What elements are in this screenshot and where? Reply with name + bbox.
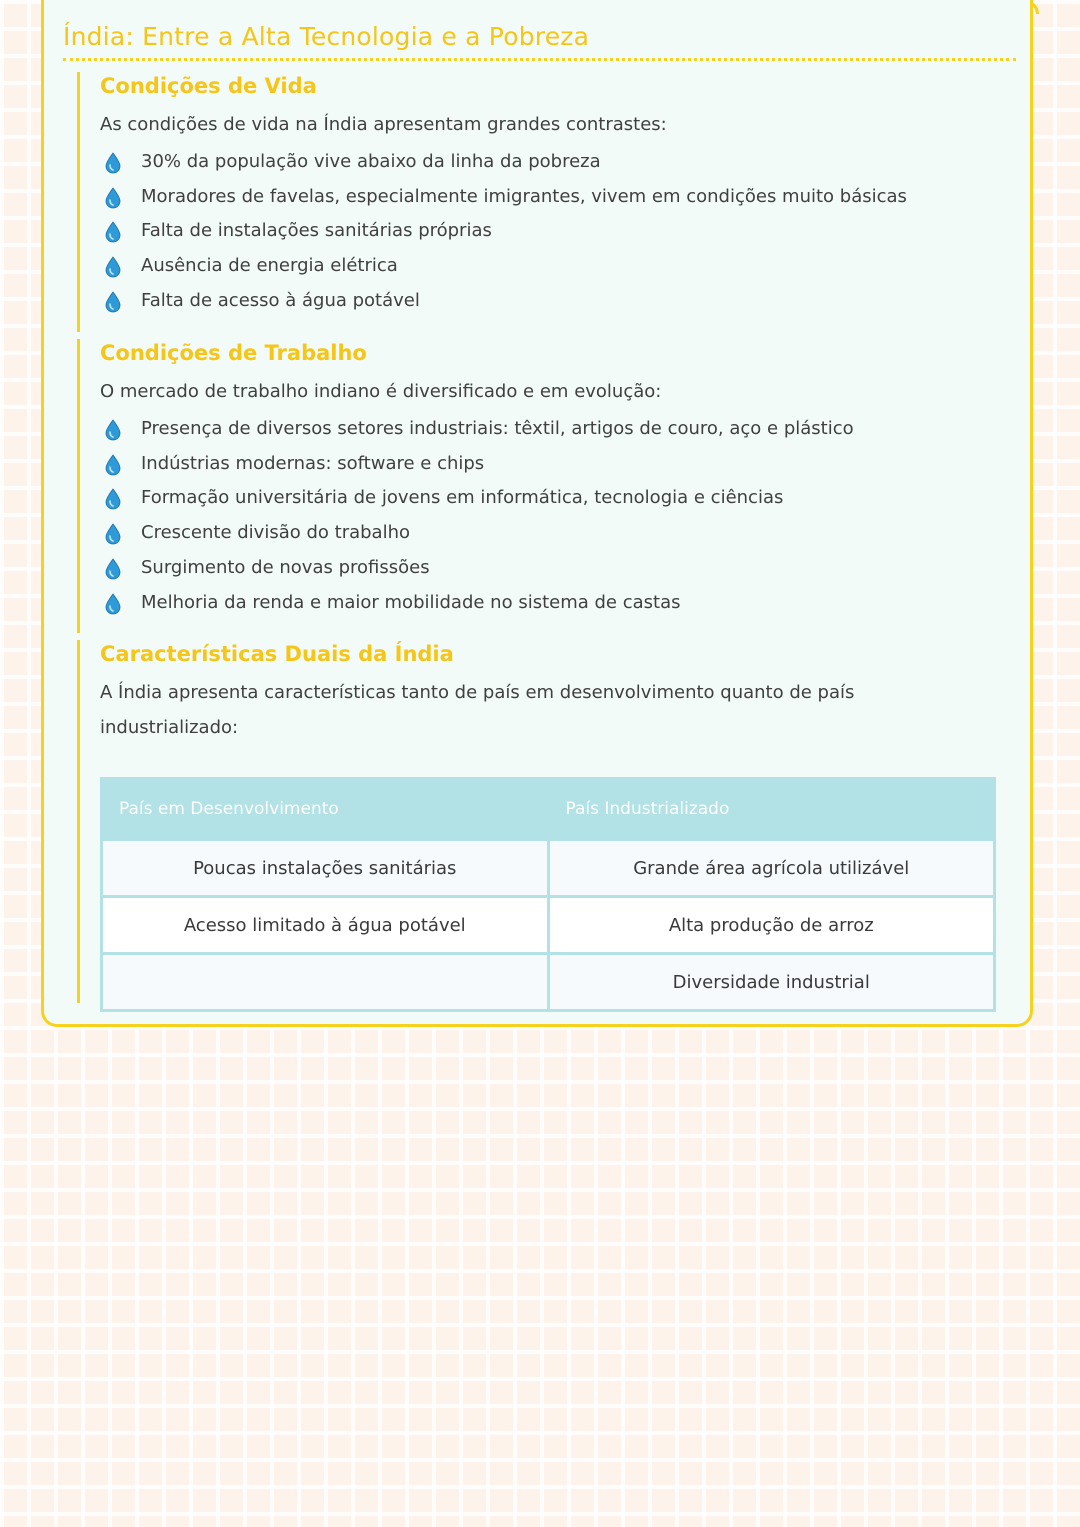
table-header-cell: País em Desenvolvimento <box>102 779 549 840</box>
list-item-text: Formação universitária de jovens em informática, tecnologia e ciências <box>141 487 784 509</box>
list-item <box>100 180 1017 215</box>
list-item <box>100 481 1017 516</box>
water-drop-icon <box>104 221 122 243</box>
table-cell: Diversidade industrial <box>548 954 995 1011</box>
section-title: Condições de Vida <box>100 74 317 98</box>
list-item-text: Ausência de energia elétrica <box>141 255 398 277</box>
water-drop-icon <box>104 256 122 278</box>
table-cell: Grande área agrícola utilizável <box>548 840 995 897</box>
table-header-cell: País Industrializado <box>548 779 995 840</box>
list-item-text: Falta de instalações sanitárias próprias <box>141 220 492 242</box>
list-item <box>100 145 1017 180</box>
section-intro: As condições de vida na Índia apresentam grandes contrastes: <box>100 114 667 135</box>
list-item-text: Moradores de favelas, especialmente imigrantes, vivem em condições muito básicas <box>141 185 907 207</box>
list-item-text: Crescente divisão do trabalho <box>141 522 411 544</box>
water-drop-icon <box>104 558 122 580</box>
water-drop-icon <box>104 291 122 313</box>
list-item <box>100 412 1017 447</box>
bullet-list <box>100 412 1017 620</box>
list-item <box>100 586 1017 621</box>
list-item-text: Indústrias modernas: software e chips <box>141 452 485 474</box>
list-item <box>100 214 1017 249</box>
dual-characteristics-table <box>100 777 996 1012</box>
table-cell <box>102 954 549 1011</box>
list-item <box>100 551 1017 586</box>
table-row <box>102 897 995 954</box>
list-item <box>100 284 1017 319</box>
section-intro: O mercado de trabalho indiano é diversificado e em evolução: <box>100 381 662 402</box>
list-item <box>100 447 1017 482</box>
table-cell: Acesso limitado à água potável <box>102 897 549 954</box>
table-row <box>102 954 995 1011</box>
table-cell: Poucas instalações sanitárias <box>102 840 549 897</box>
list-item-text: Melhoria da renda e maior mobilidade no sistema de castas <box>141 591 681 613</box>
section-title: Condições de Trabalho <box>100 341 367 365</box>
section-intro-line-2: industrializado: <box>100 717 239 738</box>
table-cell: Alta produção de arroz <box>548 897 995 954</box>
section-title: Características Duais da Índia <box>100 642 454 666</box>
list-item <box>100 516 1017 551</box>
section-condicoes-trabalho <box>77 339 1017 633</box>
table-row <box>102 840 995 897</box>
section-condicoes-vida <box>77 72 1017 332</box>
water-drop-icon <box>104 152 122 174</box>
table-header-row <box>102 779 995 840</box>
list-item-text: 30% da população vive abaixo da linha da pobreza <box>141 151 601 172</box>
list-item <box>100 249 1017 284</box>
list-item-text: Falta de acesso à água potável <box>141 289 420 311</box>
bullet-list <box>100 145 1017 319</box>
list-item-text: Surgimento de novas profissões <box>141 556 430 578</box>
list-item-text: Presença de diversos setores industriais: têxtil, artigos de couro, aço e plástico <box>141 418 854 439</box>
title-divider <box>63 58 1016 61</box>
water-drop-icon <box>104 454 122 476</box>
water-drop-icon <box>104 419 122 441</box>
water-drop-icon <box>104 523 122 545</box>
water-drop-icon <box>104 187 122 209</box>
page-title: Índia: Entre a Alta Tecnologia e a Pobreza <box>63 22 590 51</box>
section-intro-line-1: A Índia apresenta características tanto de país em desenvolvimento quanto de país <box>100 682 855 703</box>
water-drop-icon <box>104 488 122 510</box>
water-drop-icon <box>104 593 122 615</box>
